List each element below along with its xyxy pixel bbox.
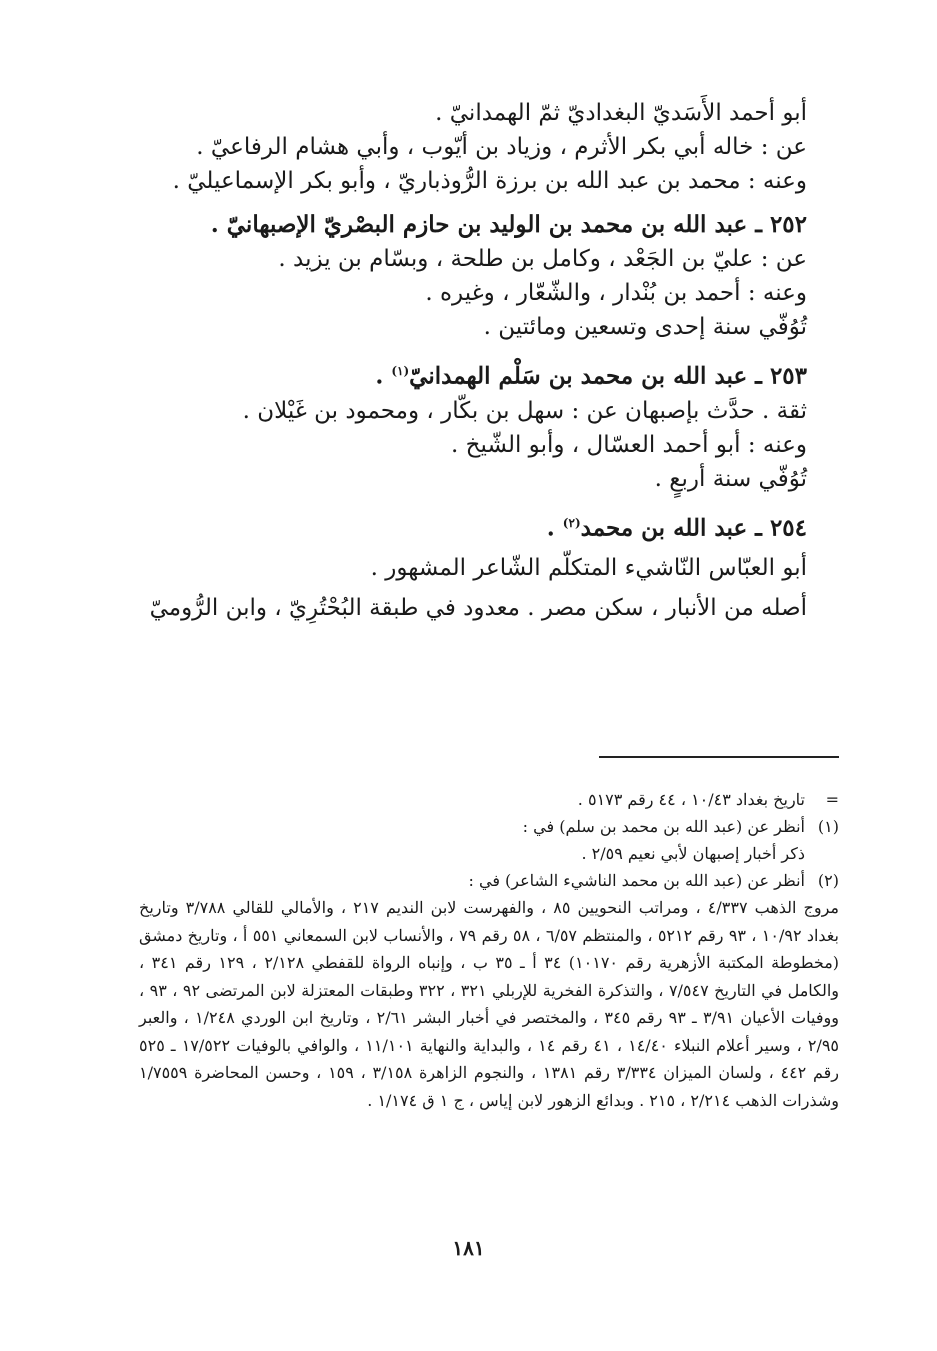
footnote-2-sources: مروج الذهب ٤/٣٣٧ ، ومراتب النحويين ٨٥ ، والفهرست لابن النديم ٢١٧ ، والأمالي للقالي ٣/٧٨٨ وتاريخ بغداد ١٠/٩٢ ، ٩٣ رقم ٥٢١٢ ، والمنتظم ٦/٥٧ ، ٥٨ رقم ٧٩ ، والأنساب لابن السمعاني ٥٥١ أ ، وتاريخ دمشق (مخطوطة المكتبة الأزهرية رقم ١٠١٧٠) ٣٤ أ ـ ٣٥ ب ، وإنباه الرواة للقفطي ٢/١٢٨ ، ١٢٩ رقم ٣٤١ ، والكامل في التاريخ ٧/٥٤٧ ، والتذكرة الفخرية للإربلي ٣٢١ ، ٣٢٢ وطبقات المعتزلة لابن المرتضى ٩٢ ، ٩٣ ، ووفيات الأعيان ٣/٩١ ـ ٩٣ رقم ٣٤٥ ، والمختصر في أخبار البشر ٢/٦١ ، وتاريخ ابن الوردي ١/٢٤٨ ، والعبر ٢/٩٥ ، وسير أعلام النبلاء ١٤/٤٠ ، ٤١ رقم ١٤ ، والبداية والنهاية ١١/١٠١ ، والوافي بالوفيات ١٧/٥٢٢ ـ ٥٢٥ رقم ٤٤٢ ، ولسان الميزان ٣/٣٣٤ رقم ١٣٨١ ، والنجوم الزاهرة ٣/١٥٨ ، ١٥٩ ، وحسن المحاضرة ١/٧٥٥٩ وشذرات الذهب ٢/٢١٤ ، ٢١٥ . وبدائع الزهور لابن إياس ، ج ١ ق ١/١٧٤ . [139, 898, 840, 1110]
entry-254-title: ٢٥٤ ـ عبد الله بن محمد [580, 514, 807, 542]
footnote-text: أنظر عن (عبد الله بن محمد بن سلم) في : [522, 817, 805, 836]
entry-253-heading [127, 354, 807, 394]
entry-253-line: وعنه : أبو أحمد العسّال ، وأبو الشّيخ . [451, 431, 807, 458]
footnote-separator [599, 756, 839, 758]
entry-252-heading: ٢٥٢ ـ عبد الله بن محمد بن الوليد بن حازم البصْريّ الإصبهانيّ . [210, 211, 807, 238]
entry-252-line: تُوُفّي سنة إحدى وتسعين ومائتين . [483, 314, 807, 340]
intro-line: وعنه : محمد بن عبد الله بن برزة الرُّوذباريّ ، وأبو بكر الإسماعيليّ . [172, 168, 807, 194]
footnote-text: تاريخ بغداد ١٠/٤٣ ، ٤٤ رقم ٥١٧٣ . [577, 790, 805, 809]
footnote-mark: (٢) [817, 871, 839, 890]
heading-period: . [375, 362, 392, 390]
footnote-2 [139, 867, 839, 894]
footnote-ref-2: (٢) [562, 515, 581, 530]
footnote-mark: (١) [817, 817, 839, 836]
page-number: ١٨١ [452, 1236, 485, 1260]
entry-254-line: أبو العبّاس النّاشيء المتكلّم الشّاعر المشهور . [370, 555, 807, 582]
entry-253-line: تُوُفّي سنة أربعٍ . [654, 465, 807, 492]
heading-period: . [546, 514, 563, 542]
footnote-1 [139, 813, 839, 840]
entry-252-line: وعنه : أحمد بن بُنْدار ، والشّعّار ، وغيره . [425, 280, 807, 306]
footnote-continuation [139, 786, 839, 813]
entry-254-line: أصله من الأنبار ، سكن مصر . معدود في طبقة البُحْتُرِيّ ، وابن الرُّوميّ [149, 595, 807, 622]
intro-line: أبو أحمد الأَسَديّ البغداديّ ثمّ الهمدانيّ . [435, 100, 807, 126]
footnotes [139, 786, 839, 1114]
intro-line: عن : خاله أبي بكر الأثرم ، وزياد بن أيّوب ، وأبي هشام الرفاعيّ . [196, 134, 807, 160]
entry-253-title: ٢٥٣ ـ عبد الله بن محمد بن سَلْم الهمدانيّ [409, 362, 807, 390]
main-text [127, 96, 807, 625]
footnote-mark: = [825, 790, 839, 809]
footnote-text: أنظر عن (عبد الله بن محمد الناشيء الشاعر) في : [468, 871, 805, 890]
footnote-1-source: ذكر أخبار إصبهان لأبي نعيم ٢/٥٩ . [581, 844, 805, 863]
entry-254-heading [127, 506, 807, 546]
footnote-ref-1: (١) [391, 364, 410, 378]
entry-252-line: عن : عليّ بن الجَعْد ، وكامل بن طلحة ، وبسّام بن يزيد . [278, 246, 807, 272]
entry-253-line: ثقة . حدَّث بإصبهان عن : سهل بن بكّار ، ومحمود بن غَيْلان . [242, 397, 807, 424]
